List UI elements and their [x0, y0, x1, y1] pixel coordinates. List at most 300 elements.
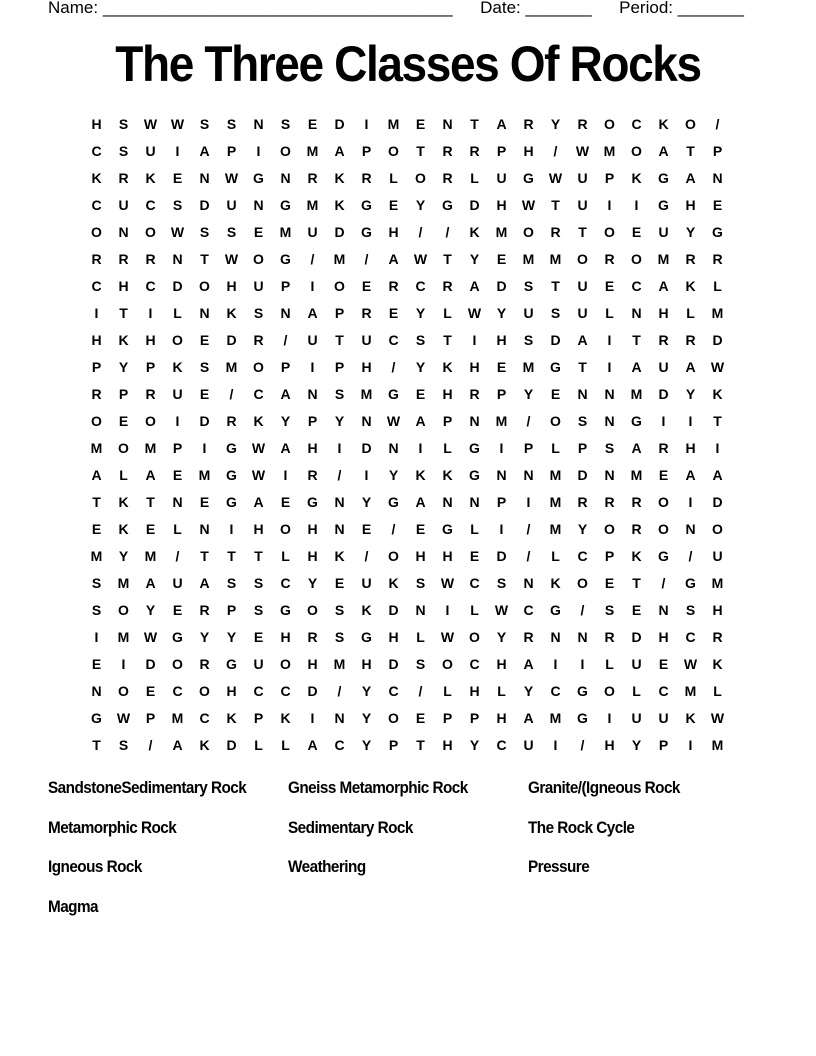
grid-letter[interactable]: W [143, 116, 158, 132]
grid-letter[interactable]: L [443, 683, 452, 699]
grid-letter[interactable]: I [175, 413, 180, 429]
period-blank[interactable]: _______ [677, 0, 744, 17]
grid-letter[interactable]: W [386, 413, 401, 429]
grid-letter[interactable]: / [337, 683, 342, 699]
grid-letter[interactable]: E [415, 116, 426, 132]
grid-letter[interactable]: R [550, 224, 561, 240]
grid-letter[interactable]: K [712, 386, 723, 402]
grid-letter[interactable]: L [497, 683, 506, 699]
grid-letter[interactable]: P [442, 710, 453, 726]
grid-letter[interactable]: I [202, 440, 207, 456]
grid-letter[interactable]: L [173, 305, 182, 321]
grid-letter[interactable]: C [91, 197, 102, 213]
grid-letter[interactable]: P [253, 710, 264, 726]
grid-letter[interactable]: / [553, 143, 558, 159]
grid-letter[interactable]: O [172, 656, 183, 672]
grid-letter[interactable]: M [279, 224, 292, 240]
grid-letter[interactable]: O [91, 413, 102, 429]
grid-letter[interactable]: Y [307, 575, 318, 591]
grid-letter[interactable]: W [224, 251, 239, 267]
grid-letter[interactable]: R [307, 170, 318, 186]
grid-letter[interactable]: M [144, 440, 157, 456]
grid-letter[interactable]: U [145, 143, 156, 159]
grid-letter[interactable]: P [712, 143, 723, 159]
grid-letter[interactable]: D [496, 548, 507, 564]
grid-letter[interactable]: N [415, 602, 426, 618]
grid-letter[interactable]: N [253, 116, 264, 132]
grid-letter[interactable]: K [685, 278, 696, 294]
grid-letter[interactable]: O [550, 413, 561, 429]
grid-letter[interactable]: T [92, 737, 101, 753]
grid-letter[interactable]: I [688, 413, 693, 429]
grid-letter[interactable]: I [94, 629, 99, 645]
grid-letter[interactable]: K [550, 575, 561, 591]
grid-letter[interactable]: E [361, 278, 372, 294]
grid-letter[interactable]: H [307, 521, 318, 537]
grid-letter[interactable]: R [91, 386, 102, 402]
grid-letter[interactable]: C [523, 602, 534, 618]
grid-letter[interactable]: T [470, 116, 479, 132]
grid-letter[interactable]: G [388, 494, 399, 510]
grid-letter[interactable]: P [91, 359, 102, 375]
grid-letter[interactable]: I [607, 710, 612, 726]
grid-letter[interactable]: G [280, 602, 291, 618]
grid-letter[interactable]: E [253, 224, 264, 240]
grid-letter[interactable]: I [364, 116, 369, 132]
grid-letter[interactable]: E [253, 629, 264, 645]
grid-letter[interactable]: C [469, 656, 480, 672]
grid-letter[interactable]: T [551, 197, 560, 213]
grid-letter[interactable]: N [658, 602, 669, 618]
grid-letter[interactable]: A [631, 440, 642, 456]
grid-letter[interactable]: T [146, 494, 155, 510]
grid-letter[interactable]: O [334, 278, 345, 294]
grid-letter[interactable]: C [91, 278, 102, 294]
grid-letter[interactable]: M [684, 683, 697, 699]
grid-letter[interactable]: A [496, 116, 507, 132]
grid-letter[interactable]: W [143, 629, 158, 645]
grid-letter[interactable]: / [148, 737, 153, 753]
grid-letter[interactable]: A [658, 143, 669, 159]
grid-letter[interactable]: S [199, 116, 210, 132]
grid-letter[interactable]: P [172, 440, 183, 456]
grid-letter[interactable]: C [658, 683, 669, 699]
grid-letter[interactable]: Y [415, 359, 426, 375]
grid-letter[interactable]: S [334, 602, 345, 618]
grid-letter[interactable]: K [334, 548, 345, 564]
grid-letter[interactable]: R [631, 494, 642, 510]
grid-letter[interactable]: M [549, 494, 562, 510]
grid-letter[interactable]: S [577, 413, 588, 429]
grid-letter[interactable]: / [283, 332, 288, 348]
grid-letter[interactable]: E [199, 386, 210, 402]
grid-letter[interactable]: U [496, 170, 507, 186]
grid-letter[interactable]: W [251, 467, 266, 483]
grid-letter[interactable]: U [307, 332, 318, 348]
grid-letter[interactable]: K [658, 116, 669, 132]
grid-letter[interactable]: N [577, 629, 588, 645]
grid-letter[interactable]: I [310, 359, 315, 375]
grid-letter[interactable]: O [631, 251, 642, 267]
grid-letter[interactable]: G [658, 197, 669, 213]
grid-letter[interactable]: M [549, 467, 562, 483]
grid-letter[interactable]: I [526, 494, 531, 510]
grid-letter[interactable]: K [388, 575, 399, 591]
grid-letter[interactable]: M [90, 548, 103, 564]
grid-letter[interactable]: P [145, 710, 156, 726]
grid-letter[interactable]: Y [496, 305, 507, 321]
grid-letter[interactable]: O [199, 278, 210, 294]
grid-letter[interactable]: P [118, 386, 129, 402]
grid-letter[interactable]: U [172, 386, 183, 402]
grid-letter[interactable]: T [443, 251, 452, 267]
grid-letter[interactable]: R [685, 332, 696, 348]
grid-letter[interactable]: E [388, 197, 399, 213]
grid-letter[interactable]: H [280, 629, 291, 645]
grid-letter[interactable]: / [364, 251, 369, 267]
grid-letter[interactable]: G [658, 170, 669, 186]
grid-letter[interactable]: P [226, 602, 237, 618]
grid-letter[interactable]: O [253, 359, 264, 375]
grid-letter[interactable]: K [334, 170, 345, 186]
grid-letter[interactable]: N [442, 494, 453, 510]
grid-letter[interactable]: E [604, 278, 615, 294]
grid-letter[interactable]: E [712, 197, 723, 213]
grid-letter[interactable]: H [253, 521, 264, 537]
grid-letter[interactable]: Y [496, 629, 507, 645]
grid-letter[interactable]: P [496, 494, 507, 510]
grid-letter[interactable]: E [280, 494, 291, 510]
grid-letter[interactable]: L [281, 548, 290, 564]
grid-letter[interactable]: Y [685, 386, 696, 402]
grid-letter[interactable]: U [577, 305, 588, 321]
grid-letter[interactable]: K [631, 548, 642, 564]
grid-letter[interactable]: / [661, 575, 666, 591]
grid-letter[interactable]: L [443, 305, 452, 321]
grid-letter[interactable]: N [334, 710, 345, 726]
grid-letter[interactable]: H [604, 737, 615, 753]
grid-letter[interactable]: D [226, 737, 237, 753]
grid-letter[interactable]: S [604, 602, 615, 618]
grid-letter[interactable]: M [603, 143, 616, 159]
grid-letter[interactable]: C [415, 278, 426, 294]
grid-letter[interactable]: R [712, 251, 723, 267]
grid-letter[interactable]: R [604, 251, 615, 267]
grid-letter[interactable]: O [307, 602, 318, 618]
grid-letter[interactable]: W [116, 710, 131, 726]
grid-letter[interactable]: H [496, 332, 507, 348]
grid-letter[interactable]: S [118, 737, 129, 753]
grid-letter[interactable]: N [712, 170, 723, 186]
grid-letter[interactable]: L [470, 602, 479, 618]
grid-letter[interactable]: T [551, 278, 560, 294]
grid-letter[interactable]: N [172, 494, 183, 510]
grid-letter[interactable]: / [391, 359, 396, 375]
grid-letter[interactable]: M [549, 521, 562, 537]
grid-letter[interactable]: S [226, 116, 237, 132]
grid-letter[interactable]: W [413, 251, 428, 267]
grid-letter[interactable]: E [658, 656, 669, 672]
grid-letter[interactable]: L [254, 737, 263, 753]
grid-letter[interactable]: A [523, 710, 534, 726]
grid-letter[interactable]: R [226, 413, 237, 429]
grid-letter[interactable]: H [496, 710, 507, 726]
grid-letter[interactable]: C [253, 386, 264, 402]
grid-letter[interactable]: C [631, 116, 642, 132]
grid-letter[interactable]: C [280, 575, 291, 591]
grid-letter[interactable]: G [577, 710, 588, 726]
grid-letter[interactable]: L [119, 467, 128, 483]
grid-letter[interactable]: A [91, 467, 102, 483]
grid-letter[interactable]: O [388, 710, 399, 726]
grid-letter[interactable]: N [280, 305, 291, 321]
grid-letter[interactable]: Y [226, 629, 237, 645]
grid-letter[interactable]: P [604, 170, 615, 186]
grid-letter[interactable]: M [495, 224, 508, 240]
grid-letter[interactable]: O [604, 116, 615, 132]
grid-letter[interactable]: T [443, 332, 452, 348]
grid-letter[interactable]: L [551, 440, 560, 456]
grid-letter[interactable]: D [631, 629, 642, 645]
grid-letter[interactable]: E [145, 683, 156, 699]
grid-letter[interactable]: S [523, 332, 534, 348]
grid-letter[interactable]: H [469, 683, 480, 699]
grid-letter[interactable]: K [145, 170, 156, 186]
grid-letter[interactable]: / [364, 548, 369, 564]
grid-letter[interactable]: N [577, 386, 588, 402]
grid-letter[interactable]: A [172, 737, 183, 753]
grid-letter[interactable]: A [658, 278, 669, 294]
grid-letter[interactable]: S [523, 278, 534, 294]
grid-letter[interactable]: G [226, 656, 237, 672]
grid-letter[interactable]: A [685, 170, 696, 186]
grid-letter[interactable]: G [550, 602, 561, 618]
grid-letter[interactable]: C [496, 737, 507, 753]
grid-letter[interactable]: O [631, 143, 642, 159]
grid-letter[interactable]: N [280, 170, 291, 186]
grid-letter[interactable]: A [145, 575, 156, 591]
grid-letter[interactable]: G [469, 440, 480, 456]
grid-letter[interactable]: E [361, 521, 372, 537]
grid-letter[interactable]: A [307, 737, 318, 753]
grid-letter[interactable]: C [685, 629, 696, 645]
grid-letter[interactable]: K [280, 710, 291, 726]
grid-letter[interactable]: H [415, 548, 426, 564]
grid-letter[interactable]: N [253, 197, 264, 213]
grid-letter[interactable]: / [580, 737, 585, 753]
grid-letter[interactable]: E [604, 575, 615, 591]
grid-letter[interactable]: U [307, 224, 318, 240]
grid-letter[interactable]: / [337, 467, 342, 483]
grid-letter[interactable]: M [711, 575, 724, 591]
grid-letter[interactable]: / [418, 683, 423, 699]
grid-letter[interactable]: R [604, 494, 615, 510]
grid-letter[interactable]: M [711, 305, 724, 321]
grid-letter[interactable]: M [387, 116, 400, 132]
grid-letter[interactable]: O [145, 224, 156, 240]
grid-letter[interactable]: Y [280, 413, 291, 429]
grid-letter[interactable]: H [145, 332, 156, 348]
grid-letter[interactable]: D [226, 332, 237, 348]
grid-letter[interactable]: A [280, 440, 291, 456]
grid-letter[interactable]: R [199, 656, 210, 672]
grid-letter[interactable]: T [119, 305, 128, 321]
grid-letter[interactable]: G [712, 224, 723, 240]
grid-letter[interactable]: W [170, 224, 185, 240]
grid-letter[interactable]: N [388, 440, 399, 456]
grid-letter[interactable]: D [172, 278, 183, 294]
grid-letter[interactable]: O [172, 332, 183, 348]
grid-letter[interactable]: I [175, 143, 180, 159]
grid-letter[interactable]: U [658, 359, 669, 375]
grid-letter[interactable]: I [688, 737, 693, 753]
grid-letter[interactable]: U [631, 656, 642, 672]
grid-letter[interactable]: K [172, 359, 183, 375]
grid-letter[interactable]: D [145, 656, 156, 672]
grid-letter[interactable]: W [710, 710, 725, 726]
grid-letter[interactable]: R [469, 386, 480, 402]
grid-letter[interactable]: M [549, 710, 562, 726]
grid-letter[interactable]: A [631, 359, 642, 375]
grid-letter[interactable]: A [280, 386, 291, 402]
grid-letter[interactable]: T [686, 143, 695, 159]
grid-letter[interactable]: C [334, 737, 345, 753]
grid-letter[interactable]: I [499, 521, 504, 537]
grid-letter[interactable]: P [442, 413, 453, 429]
grid-letter[interactable]: U [577, 278, 588, 294]
grid-letter[interactable]: D [199, 197, 210, 213]
grid-letter[interactable]: M [522, 359, 535, 375]
grid-letter[interactable]: C [253, 683, 264, 699]
grid-letter[interactable]: Y [523, 683, 534, 699]
grid-letter[interactable]: O [604, 521, 615, 537]
grid-letter[interactable]: D [388, 656, 399, 672]
grid-letter[interactable]: R [658, 440, 669, 456]
grid-letter[interactable]: R [361, 170, 372, 186]
grid-letter[interactable]: G [523, 170, 534, 186]
grid-letter[interactable]: R [91, 251, 102, 267]
grid-letter[interactable]: A [523, 656, 534, 672]
grid-letter[interactable]: G [577, 683, 588, 699]
grid-letter[interactable]: C [145, 278, 156, 294]
grid-letter[interactable]: Y [199, 629, 210, 645]
grid-letter[interactable]: I [688, 494, 693, 510]
grid-letter[interactable]: S [685, 602, 696, 618]
grid-letter[interactable]: K [253, 413, 264, 429]
grid-letter[interactable]: L [173, 521, 182, 537]
grid-letter[interactable]: P [496, 386, 507, 402]
grid-letter[interactable]: W [440, 629, 455, 645]
grid-letter[interactable]: A [253, 494, 264, 510]
grid-letter[interactable]: I [715, 440, 720, 456]
grid-letter[interactable]: S [253, 305, 264, 321]
grid-letter[interactable]: A [199, 575, 210, 591]
grid-letter[interactable]: U [658, 710, 669, 726]
grid-letter[interactable]: O [388, 548, 399, 564]
grid-letter[interactable]: L [713, 683, 722, 699]
grid-letter[interactable]: H [226, 278, 237, 294]
grid-letter[interactable]: E [145, 521, 156, 537]
grid-letter[interactable]: U [253, 656, 264, 672]
grid-letter[interactable]: R [145, 251, 156, 267]
grid-letter[interactable]: / [688, 548, 693, 564]
grid-letter[interactable]: N [523, 467, 534, 483]
grid-letter[interactable]: H [442, 386, 453, 402]
grid-letter[interactable]: G [226, 494, 237, 510]
grid-letter[interactable]: R [523, 116, 534, 132]
grid-letter[interactable]: Y [145, 602, 156, 618]
grid-letter[interactable]: N [172, 251, 183, 267]
grid-letter[interactable]: P [523, 440, 534, 456]
grid-letter[interactable]: E [415, 521, 426, 537]
grid-letter[interactable]: R [442, 143, 453, 159]
grid-letter[interactable]: R [469, 143, 480, 159]
grid-letter[interactable]: R [442, 278, 453, 294]
grid-letter[interactable]: / [715, 116, 720, 132]
grid-letter[interactable]: T [416, 737, 425, 753]
grid-letter[interactable]: H [388, 629, 399, 645]
grid-letter[interactable]: R [577, 494, 588, 510]
grid-letter[interactable]: M [306, 143, 319, 159]
grid-letter[interactable]: M [630, 467, 643, 483]
grid-letter[interactable]: N [550, 629, 561, 645]
grid-letter[interactable]: N [361, 413, 372, 429]
grid-letter[interactable]: M [333, 656, 346, 672]
grid-letter[interactable]: D [334, 224, 345, 240]
grid-letter[interactable]: G [361, 197, 372, 213]
grid-letter[interactable]: O [469, 629, 480, 645]
grid-letter[interactable]: G [361, 224, 372, 240]
grid-letter[interactable]: G [172, 629, 183, 645]
grid-letter[interactable]: R [145, 386, 156, 402]
grid-letter[interactable]: A [415, 413, 426, 429]
grid-letter[interactable]: Y [118, 359, 129, 375]
grid-letter[interactable]: K [415, 467, 426, 483]
grid-letter[interactable]: K [469, 224, 480, 240]
grid-letter[interactable]: E [199, 494, 210, 510]
grid-letter[interactable]: M [657, 251, 670, 267]
grid-letter[interactable]: E [199, 332, 210, 348]
grid-letter[interactable]: R [307, 629, 318, 645]
grid-letter[interactable]: G [442, 521, 453, 537]
grid-letter[interactable]: E [415, 710, 426, 726]
grid-letter[interactable]: S [199, 224, 210, 240]
grid-letter[interactable]: T [578, 224, 587, 240]
grid-letter[interactable]: / [526, 521, 531, 537]
grid-letter[interactable]: U [712, 548, 723, 564]
grid-letter[interactable]: Y [469, 251, 480, 267]
grid-letter[interactable]: H [712, 602, 723, 618]
grid-letter[interactable]: D [199, 413, 210, 429]
grid-letter[interactable]: O [253, 251, 264, 267]
grid-letter[interactable]: C [631, 278, 642, 294]
grid-letter[interactable]: Y [523, 386, 534, 402]
grid-letter[interactable]: U [361, 332, 372, 348]
grid-letter[interactable]: I [418, 440, 423, 456]
grid-letter[interactable]: Y [415, 197, 426, 213]
grid-letter[interactable]: O [388, 143, 399, 159]
grid-letter[interactable]: O [280, 656, 291, 672]
grid-letter[interactable]: I [553, 737, 558, 753]
grid-letter[interactable]: K [685, 710, 696, 726]
grid-letter[interactable]: / [526, 413, 531, 429]
grid-letter[interactable]: Y [118, 548, 129, 564]
grid-letter[interactable]: O [118, 440, 129, 456]
grid-letter[interactable]: K [712, 656, 723, 672]
grid-letter[interactable]: I [229, 521, 234, 537]
grid-letter[interactable]: P [280, 278, 291, 294]
grid-letter[interactable]: R [658, 332, 669, 348]
